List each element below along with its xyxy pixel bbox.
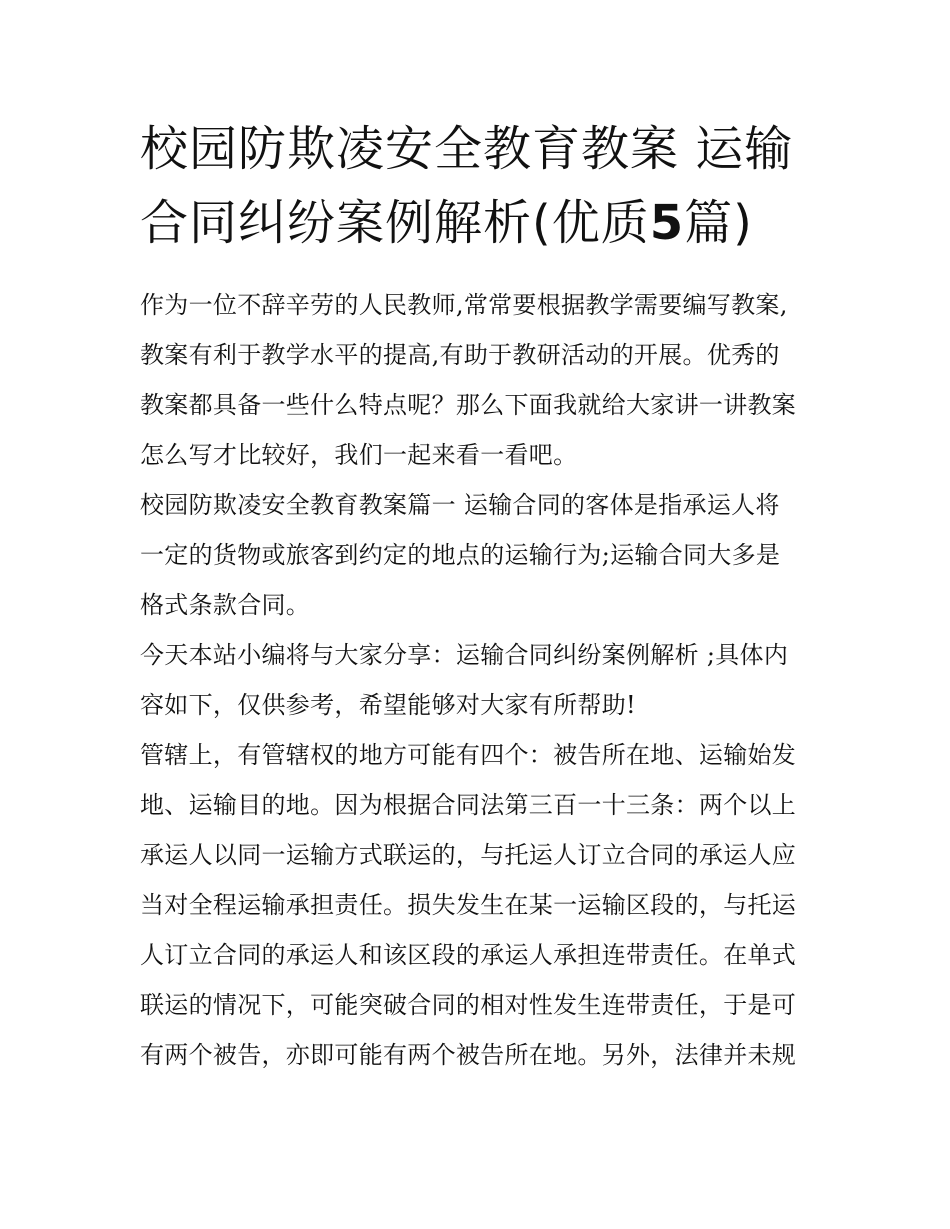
- text-line: 当对全程运输承担责任。损失发生在某一运输区段的，与托运: [140, 891, 797, 919]
- text-line: 联运的情况下，可能突破合同的相对性发生连带责任，于是可: [140, 991, 797, 1019]
- text-line: 有两个被告，亦即可能有两个被告所在地。另外，法律并未规: [140, 1041, 797, 1069]
- title-line-1: 校园防欺凌安全教育教案 运输: [140, 121, 794, 177]
- document-body: [140, 280, 830, 1080]
- text-line: 校园防欺凌安全教育教案篇一 运输合同的客体是指承运人将: [140, 491, 780, 519]
- text-line: 今天本站小编将与大家分享：运输合同纠纷案例解析 ;具体内: [140, 641, 789, 669]
- paragraph-intro: [140, 280, 830, 480]
- paragraph-share: [140, 630, 830, 730]
- text-line: 作为一位不辞辛劳的人民教师,常常要根据教学需要编写教案,: [140, 291, 788, 319]
- text-line: 地、运输目的地。因为根据合同法第三百一十三条：两个以上: [140, 791, 797, 819]
- paragraph-jurisdiction: [140, 730, 830, 1080]
- text-line: 怎么写才比较好，我们一起来看一看吧。: [140, 441, 578, 469]
- text-line: 承运人以同一运输方式联运的，与托运人订立合同的承运人应: [140, 841, 797, 869]
- text-line: 容如下，仅供参考，希望能够对大家有所帮助!: [140, 691, 636, 719]
- text-line: 教案都具备一些什么特点呢？那么下面我就给大家讲一讲教案: [140, 391, 797, 419]
- title-number: 5: [649, 195, 685, 251]
- text-line: 一定的货物或旅客到约定的地点的运输行为;运输合同大多是: [140, 541, 781, 569]
- text-line: 管辖上，有管辖权的地方可能有四个：被告所在地、运输始发: [140, 741, 797, 769]
- title-line-2-start: 合同纠纷案例解析(优质: [140, 195, 650, 251]
- text-line: 格式条款合同。: [140, 591, 311, 619]
- text-line: 人订立合同的承运人和该区段的承运人承担连带责任。在单式: [140, 941, 797, 969]
- text-line: 教案有利于教学水平的提高,有助于教研活动的开展。优秀的: [140, 341, 780, 369]
- title-line-2-end: 篇): [684, 195, 753, 251]
- document-title: [140, 112, 820, 260]
- paragraph-section-one: [140, 480, 830, 630]
